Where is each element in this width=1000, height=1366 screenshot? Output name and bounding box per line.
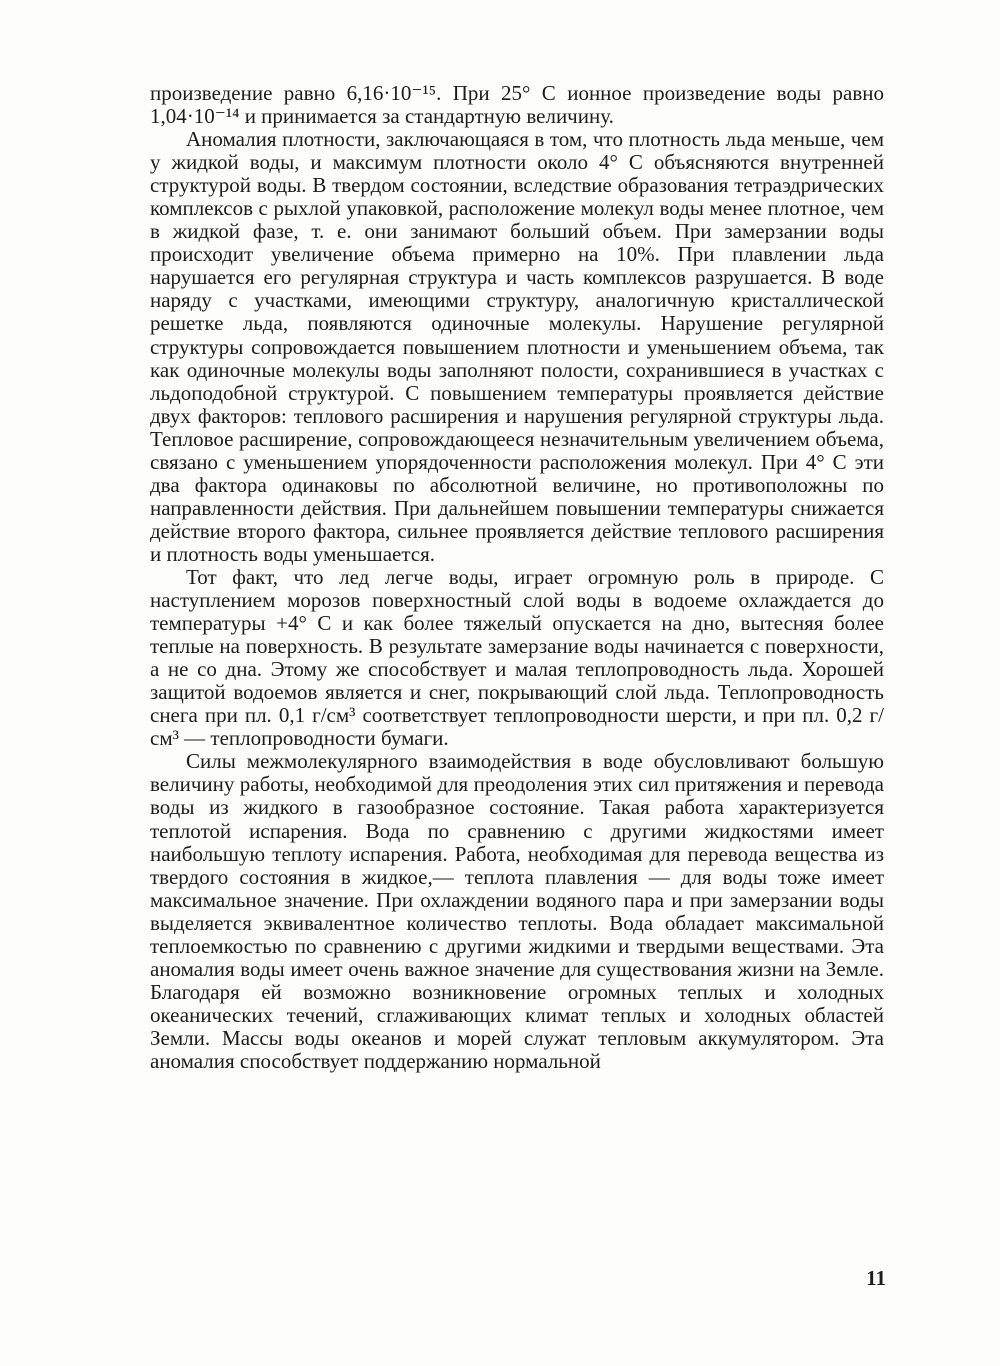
paragraph-continuation: произведение равно 6,16·10⁻¹⁵. При 25° С ионное произведение воды равно 1,04·10⁻¹⁴ и принимается за стандартную величину. — [150, 81, 884, 129]
body-text — [150, 82, 884, 1073]
paragraph-intermolecular-forces: Силы межмолекулярного взаимодействия в воде обусловливают большую величину работы, необходимой для преодоления этих сил притяжения и перевода воды из жидкого в газообразное состояние. Такая работа характеризуется теплотой испарения. Вода по сравнению с другими жидкостями имеет наибольшую теплоту испарения. Работа, необходимая для перевода вещества из твердого состояния в жидкое,— теплота плавления — для воды тоже имеет максимальное значение. При охлаждении водяного пара и при замерзании воды выделяется эквивалентное количество теплоты. Вода обладает максимальной теплоемкостью по сравнению с другими жидкими и твердыми веществами. Эта аномалия воды имеет очень важное значение для существования жизни на Земле. Благодаря ей возможно возникновение огромных теплых и холодных океанических течений, сглаживающих климат теплых и холодных областей Земли. Массы воды океанов и морей служат тепловым аккумулятором. Эта аномалия способствует поддержанию нормальной — [150, 749, 884, 1073]
paragraph-density-anomaly: Аномалия плотности, заключающаяся в том, что плотность льда меньше, чем у жидкой воды, и максимум плотности около 4° С объясняются внутренней структурой воды. В твердом состоянии, вследствие образования тетраэдрических комплексов с рыхлой упаковкой, расположение молекул воды менее плотное, чем в жидкой фазе, т. е. они занимают больший объем. При замерзании воды происходит увеличение объема примерно на 10%. При плавлении льда нарушается его регулярная структура и часть комплексов разрушается. В воде наряду с участками, имеющими структуру, аналогичную кристаллической решетке льда, появляются одиночные молекулы. Нарушение регулярной структуры сопровождается повышением плотности и уменьшением объема, так как одиночные молекулы воды заполняют полости, сохранившиеся в участках с льдоподобной структурой. С повышением температуры проявляется действие двух факторов: теплового расширения и нарушения регулярной структуры льда. Тепловое расширение, сопровождающееся незначительным увеличением объема, связано с уменьшением упорядоченности расположения молекул. При 4° С эти два фактора одинаковы по абсолютной величине, но противоположны по направленности действия. При дальнейшем повышении температуры снижается действие второго фактора, сильнее проявляется действие теплового расширения и плотность воды уменьшается. — [150, 127, 884, 566]
paragraph-ice-lighter: Тот факт, что лед легче воды, играет огромную роль в природе. С наступлением морозов поверхностный слой воды в водоеме охлаждается до температуры +4° С и как более тяжелый опускается на дно, вытесняя более теплые на поверхность. В результате замерзание воды начинается с поверхности, а не со дна. Этому же способствует и малая теплопроводность льда. Хорошей защитой водоемов является и снег, покрывающий слой льда. Теплопроводность снега при пл. 0,1 г/см³ соответствует теплопроводности шерсти, и при пл. 0,2 г/см³ — теплопроводности бумаги. — [150, 564, 884, 751]
page-number: 11 — [866, 1266, 886, 1290]
